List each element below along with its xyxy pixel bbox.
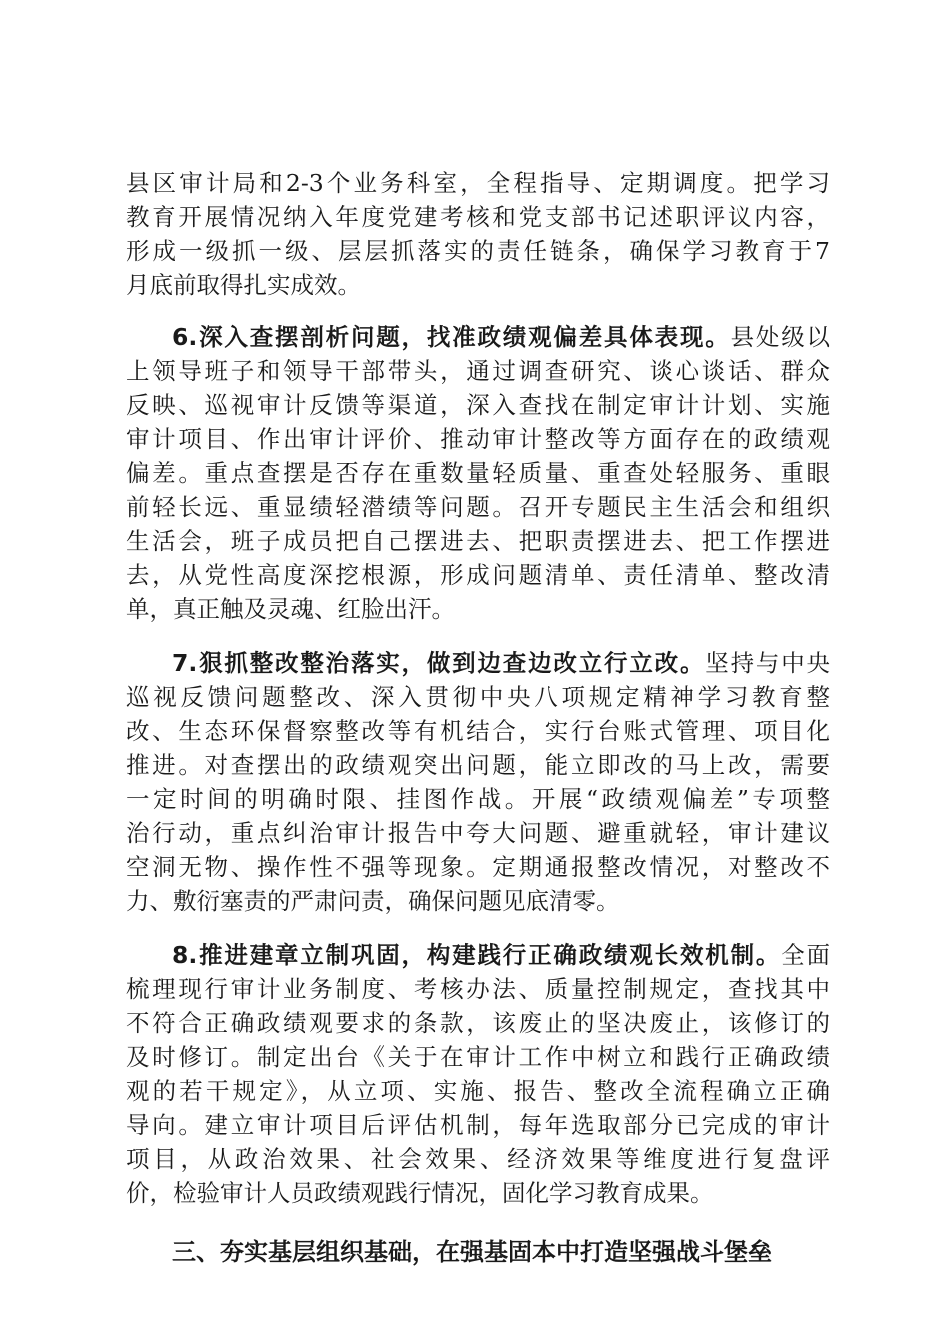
paragraph-first-line (172, 646, 830, 680)
text-line: 县区审计局和2-3个业务科室，全程指导、定期调度。把学习 (126, 169, 830, 197)
text-line: 形成一级抓一级、层层抓落实的责任链条，确保学习教育于7 (126, 237, 830, 265)
text-line: 力、敷衍塞责的严肃问责，确保问题见底清零。 (126, 887, 620, 915)
text-span: 县处级以 (730, 323, 830, 351)
text-line: 项目，从政治效果、社会效果、经济效果等维度进行复盘评 (126, 1145, 830, 1173)
text-line: 前轻长远、重显绩轻潜绩等问题。召开专题民主生活会和组织 (126, 493, 830, 521)
paragraph-first-line (172, 938, 830, 972)
paragraph-title: 6.深入查摆剖析问题，找准政绩观偏差具体表现。 (172, 323, 731, 351)
text-span: 全面 (781, 941, 830, 969)
text-line: 观的若干规定》，从立项、实施、报告、整改全流程确立正确 (126, 1077, 830, 1105)
text-line: 教育开展情况纳入年度党建考核和党支部书记述职评议内容， (126, 203, 830, 231)
text-line: 生活会，班子成员把自己摆进去、把职责摆进去、把工作摆进 (126, 527, 830, 555)
text-line: 空洞无物、操作性不强等现象。定期通报整改情况，对整改不 (126, 853, 830, 881)
text-line: 推进。对查摆出的政绩观突出问题，能立即改的马上改，需要 (126, 751, 830, 779)
text-line: 反映、巡视审计反馈等渠道，深入查找在制定审计计划、实施 (126, 391, 830, 419)
text-line: 偏差。重点查摆是否存在重数量轻质量、重查处轻服务、重眼 (126, 459, 830, 487)
text-line: 不符合正确政绩观要求的条款，该废止的坚决废止，该修订的 (126, 1009, 830, 1037)
text-line: 去，从党性高度深挖根源，形成问题清单、责任清单、整改清 (126, 561, 830, 589)
text-line: 梳理现行审计业务制度、考核办法、质量控制规定，查找其中 (126, 975, 830, 1003)
text-line: 审计项目、作出审计评价、推动审计整改等方面存在的政绩观 (126, 425, 830, 453)
text-line: 一定时间的明确时限、挂图作战。开展“政绩观偏差”专项整 (126, 785, 830, 813)
text-line: 治行动，重点纠治审计报告中夸大问题、避重就轻，审计建议 (126, 819, 830, 847)
text-line: 价，检验审计人员政绩观践行情况，固化学习教育成果。 (126, 1179, 714, 1207)
text-line: 及时修订。制定出台《关于在审计工作中树立和践行正确政绩 (126, 1043, 830, 1071)
text-line: 改、生态环保督察整改等有机结合，实行台账式管理、项目化 (126, 717, 830, 745)
paragraph-title: 7.狠抓整改整治落实，做到边查边改立行立改。 (172, 649, 706, 677)
section-heading: 三、夯实基层组织基础，在强基固本中打造坚强战斗堡垒 (172, 1238, 772, 1266)
paragraph-first-line (172, 320, 830, 354)
paragraph-title: 8.推进建章立制巩固，构建践行正确政绩观长效机制。 (172, 941, 782, 969)
text-span: 坚持与中央 (705, 649, 830, 677)
text-line: 单，真正触及灵魂、红脸出汗。 (126, 595, 455, 623)
text-line: 上领导班子和领导干部带头，通过调查研究、谈心谈话、群众 (126, 357, 830, 385)
text-line: 导向。建立审计项目后评估机制，每年选取部分已完成的审计 (126, 1111, 830, 1139)
text-line: 月底前取得扎实成效。 (126, 271, 361, 299)
text-line: 巡视反馈问题整改、深入贯彻中央八项规定精神学习教育整 (126, 683, 830, 711)
